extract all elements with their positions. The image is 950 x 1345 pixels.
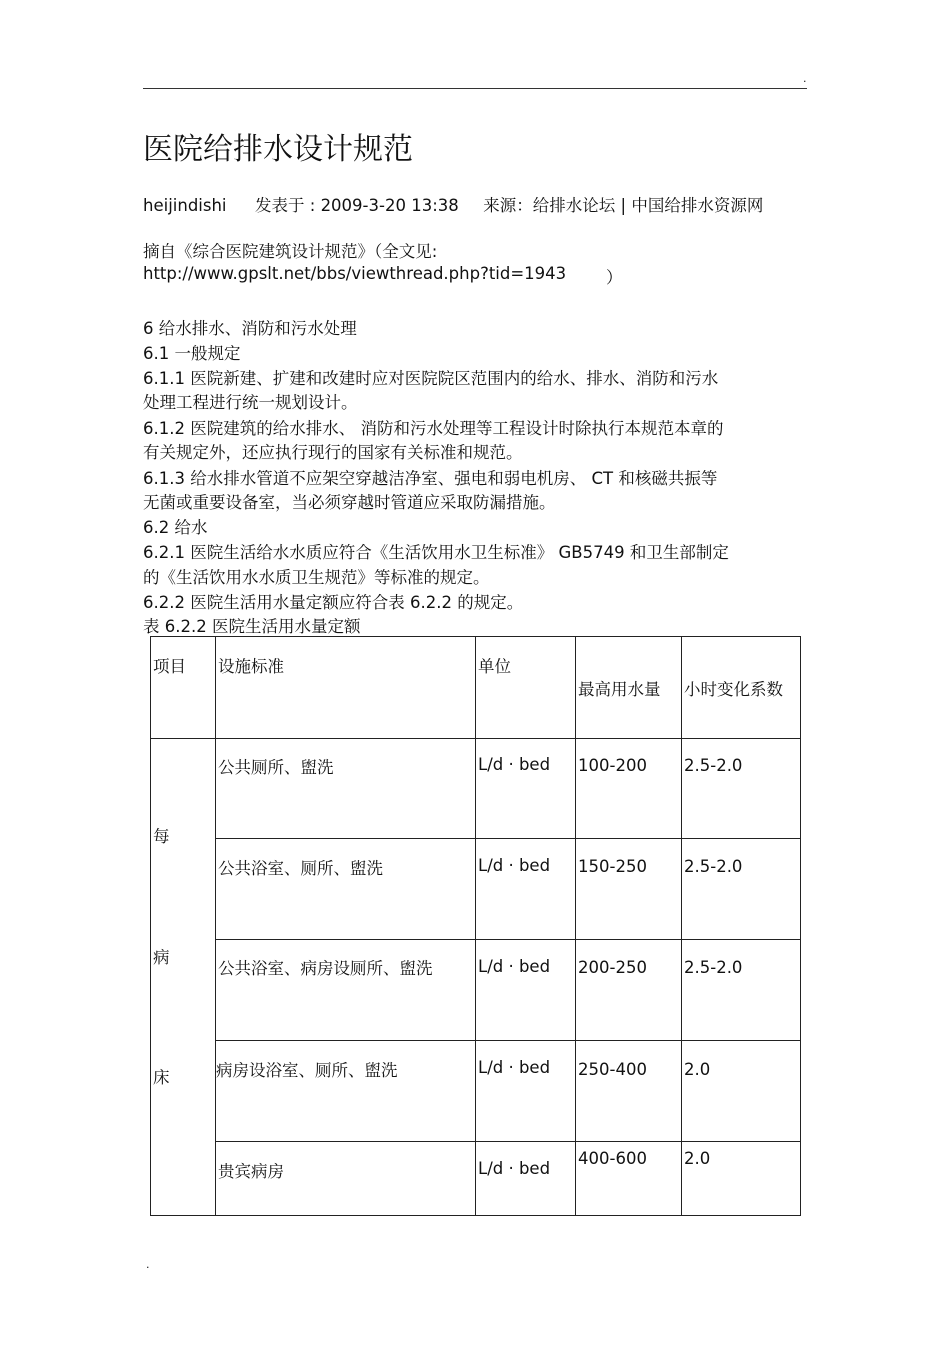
row-facility: 公共厕所、盥洗 bbox=[218, 758, 334, 777]
clause-6-1-2-b: 有关规定外，还应执行现行的国家有关标准和规范。 bbox=[143, 443, 523, 462]
section-6: 6 给水排水、消防和污水处理 bbox=[143, 319, 357, 338]
header-max-usage: 最高用水量 bbox=[578, 680, 661, 699]
header-unit: 单位 bbox=[478, 657, 511, 676]
row-max: 100-200 bbox=[578, 756, 647, 775]
meta-line bbox=[143, 192, 763, 216]
row-facility: 公共浴室、厕所、盥洗 bbox=[218, 859, 383, 878]
row-coef: 2.5-2.0 bbox=[684, 857, 743, 876]
posted-date: 发表于 : 2009-3-20 13:38 bbox=[255, 196, 459, 215]
row-unit: L/d · bed bbox=[478, 957, 551, 976]
clause-6-1-2-a: 6.1.2 医院建筑的给水排水、 消防和污水处理等工程设计时除执行本规范本章的 bbox=[143, 419, 724, 438]
row-max: 250-400 bbox=[578, 1060, 647, 1079]
row-max: 150-250 bbox=[578, 857, 647, 876]
row-coef: 2.0 bbox=[684, 1060, 711, 1079]
row-unit: L/d · bed bbox=[478, 1159, 551, 1178]
header-hourly-coef: 小时变化系数 bbox=[684, 680, 783, 699]
row-unit: L/d · bed bbox=[478, 755, 551, 774]
clause-6-1-3-b: 无菌或重要设备室，当必须穿越时管道应采取防漏措施。 bbox=[143, 493, 556, 512]
table-caption: 表 6.2.2 医院生活用水量定额 bbox=[143, 617, 361, 636]
excerpt-line: 摘自《综合医院建筑设计规范》（全文见: bbox=[143, 242, 438, 261]
clause-6-1-1-a: 6.1.1 医院新建、扩建和改建时应对医院院区范围内的给水、排水、消防和污水 bbox=[143, 369, 719, 388]
row-unit: L/d · bed bbox=[478, 1058, 551, 1077]
row-unit: L/d · bed bbox=[478, 856, 551, 875]
footer-dot: . bbox=[146, 1258, 150, 1271]
clause-6-2-2: 6.2.2 医院生活用水量定额应符合表 6.2.2 的规定。 bbox=[143, 593, 524, 612]
row-facility: 病房设浴室、厕所、盥洗 bbox=[216, 1061, 398, 1080]
row-max: 200-250 bbox=[578, 958, 647, 977]
group-label-char: 病 bbox=[153, 948, 170, 967]
clause-6-2-1-b: 的《生活饮用水水质卫生规范》等标准的规定。 bbox=[143, 568, 490, 587]
row-facility: 公共浴室、病房设厕所、盥洗 bbox=[218, 959, 433, 978]
author: heijindishi bbox=[143, 196, 227, 215]
header-dot: . bbox=[803, 72, 807, 85]
header-rule bbox=[143, 88, 807, 89]
page-title: 医院给排水设计规范 bbox=[143, 132, 413, 167]
clause-6-1-1-b: 处理工程进行统一规划设计。 bbox=[143, 393, 358, 412]
clause-6-1-3-a: 6.1.3 给水排水管道不应架空穿越洁净室、强电和弱电机房、 CT 和核磁共振等 bbox=[143, 469, 718, 488]
water-quota-table bbox=[150, 636, 801, 1216]
group-label-char: 床 bbox=[153, 1068, 170, 1087]
section-6-1: 6.1 一般规定 bbox=[143, 344, 241, 363]
row-max: 400-600 bbox=[578, 1149, 647, 1168]
header-facility: 设施标准 bbox=[218, 657, 284, 676]
clause-6-2-1-a: 6.2.1 医院生活给水水质应符合《生活饮用水卫生标准》 GB5749 和卫生部制定 bbox=[143, 543, 729, 562]
excerpt-close: ） bbox=[606, 268, 623, 287]
row-coef: 2.0 bbox=[684, 1149, 711, 1168]
header-item: 项目 bbox=[153, 657, 186, 676]
source: 来源：给排水论坛 | 中国给排水资源网 bbox=[483, 196, 764, 215]
excerpt-url[interactable]: http://www.gpslt.net/bbs/viewthread.php?tid=1943 bbox=[143, 264, 567, 283]
row-coef: 2.5-2.0 bbox=[684, 756, 743, 775]
row-coef: 2.5-2.0 bbox=[684, 958, 743, 977]
section-6-2: 6.2 给水 bbox=[143, 518, 208, 537]
group-label-char: 每 bbox=[153, 827, 170, 846]
row-facility: 贵宾病房 bbox=[218, 1162, 284, 1181]
